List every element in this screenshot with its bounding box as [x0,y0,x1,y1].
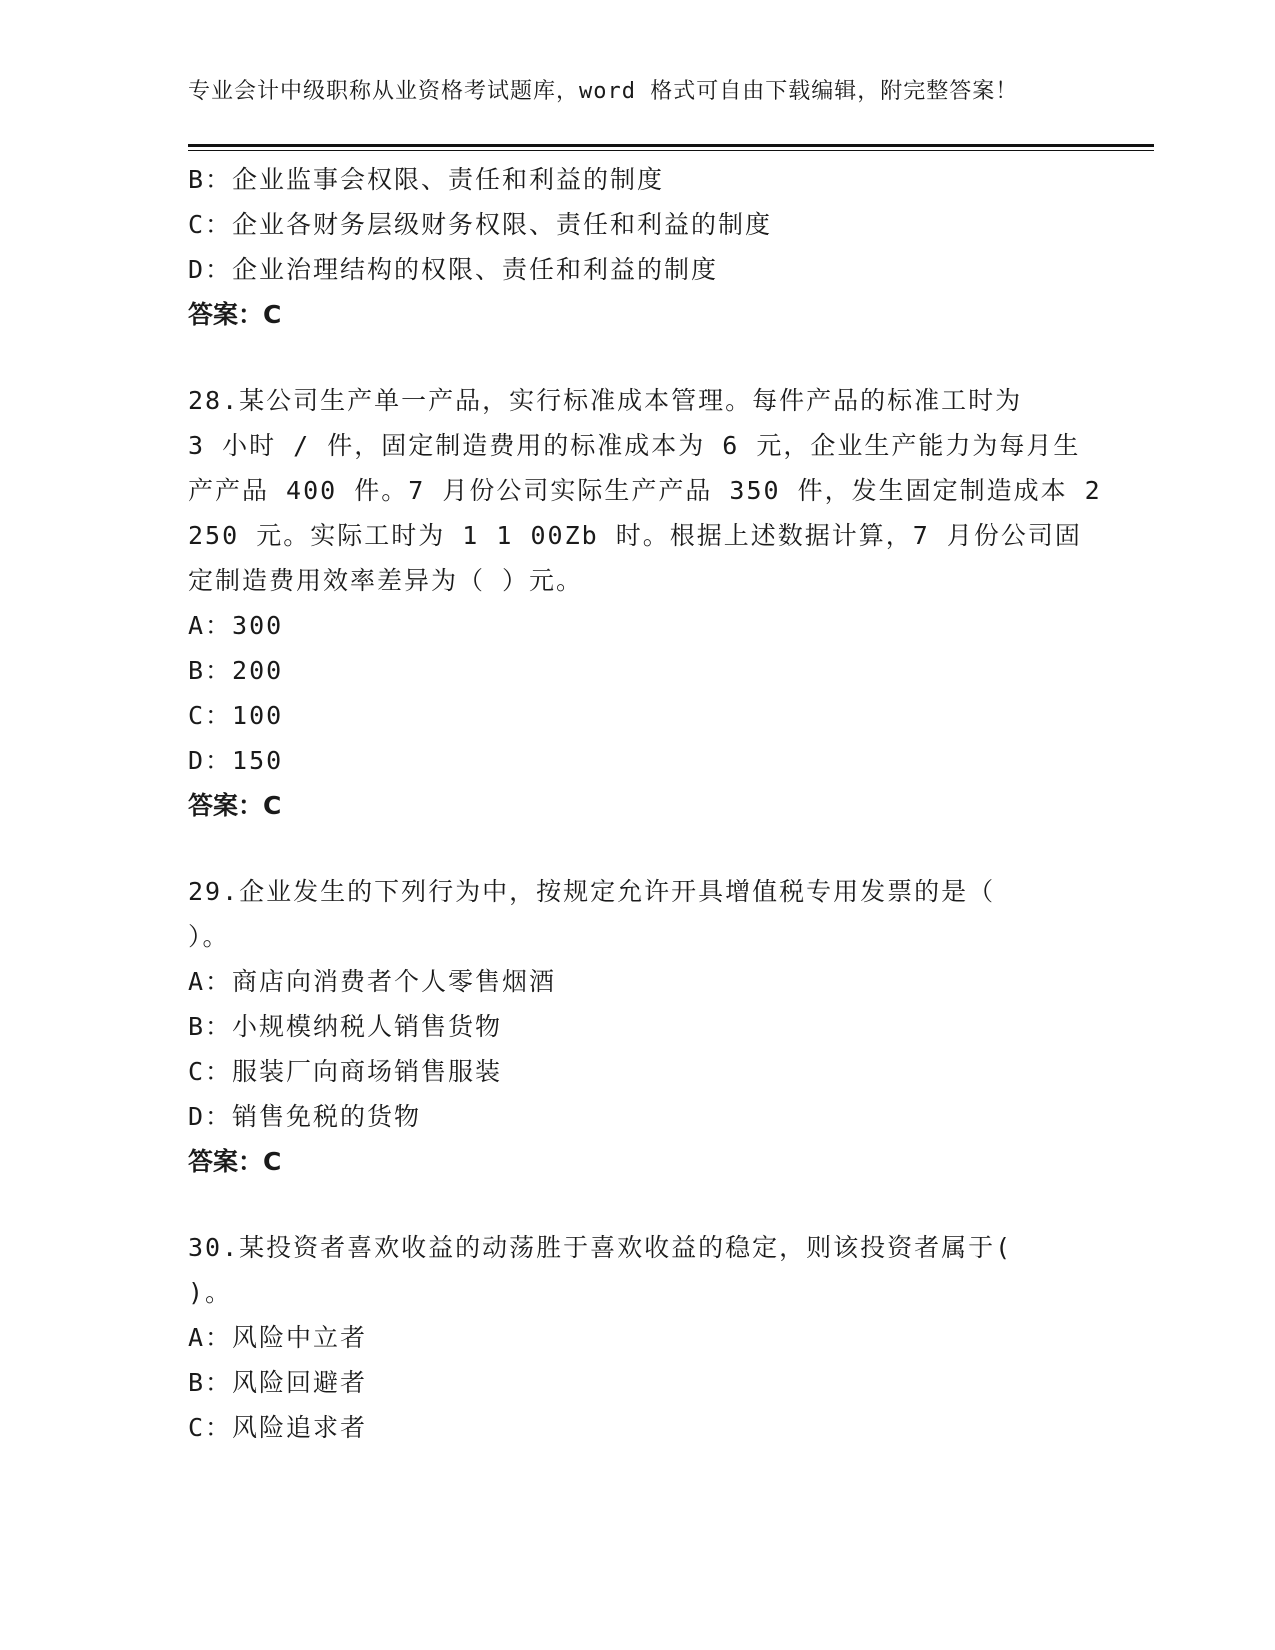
spacer [188,337,1088,378]
option-c: C：企业各财务层级财务权限、责任和利益的制度 [188,210,773,239]
page-header: 专业会计中级职称从业资格考试题库，word 格式可自由下载编辑，附完整答案！ [188,79,1019,104]
question-30 [188,1225,1088,1450]
question-28 [188,378,1102,828]
spacer [188,828,1088,869]
option-b: B：200 [188,656,284,685]
option-d: D：150 [188,746,284,775]
option-c: C：100 [188,701,284,730]
question-text-line: 3 小时 / 件，固定制造费用的标准成本为 6 元，企业生产能力为每月生 [188,431,1081,460]
option-a: A：商店向消费者个人零售烟酒 [188,967,557,996]
spacer [188,1184,1088,1225]
option-a: A：风险中立者 [188,1323,368,1352]
question-text-line: )。 [188,1278,233,1307]
question-text-line: 250 元。实际工时为 1 1 00Zb 时。根据上述数据计算，7 月份公司固 [188,521,1082,550]
option-b: B：小规模纳税人销售货物 [188,1012,503,1041]
option-b: B：企业监事会权限、责任和利益的制度 [188,165,665,194]
header-rule [188,144,1154,151]
option-d: D：销售免税的货物 [188,1102,422,1131]
answer: 答案：C [188,791,282,820]
question-text-line: 30.某投资者喜欢收益的动荡胜于喜欢收益的稳定，则该投资者属于( [188,1233,1013,1262]
question-text-line: ）。 [188,922,230,951]
question-content [188,157,1102,1450]
question-27-tail [188,157,1088,337]
option-a: A：300 [188,611,284,640]
question-29 [188,869,1088,1184]
option-c: C：服装厂向商场销售服装 [188,1057,503,1086]
question-text-line: 定制造费用效率差异为（ ）元。 [188,566,584,595]
question-text-line: 28.某公司生产单一产品，实行标准成本管理。每件产品的标准工时为 [188,386,1023,415]
question-text-line: 产产品 400 件。7 月份公司实际生产产品 350 件，发生固定制造成本 2 [188,476,1102,505]
option-c: C：风险追求者 [188,1413,368,1442]
option-b: B：风险回避者 [188,1368,368,1397]
option-d: D：企业治理结构的权限、责任和利益的制度 [188,255,719,284]
answer: 答案：C [188,300,282,329]
answer: 答案：C [188,1147,282,1176]
question-text-line: 29.企业发生的下列行为中，按规定允许开具增值税专用发票的是（ [188,877,996,906]
